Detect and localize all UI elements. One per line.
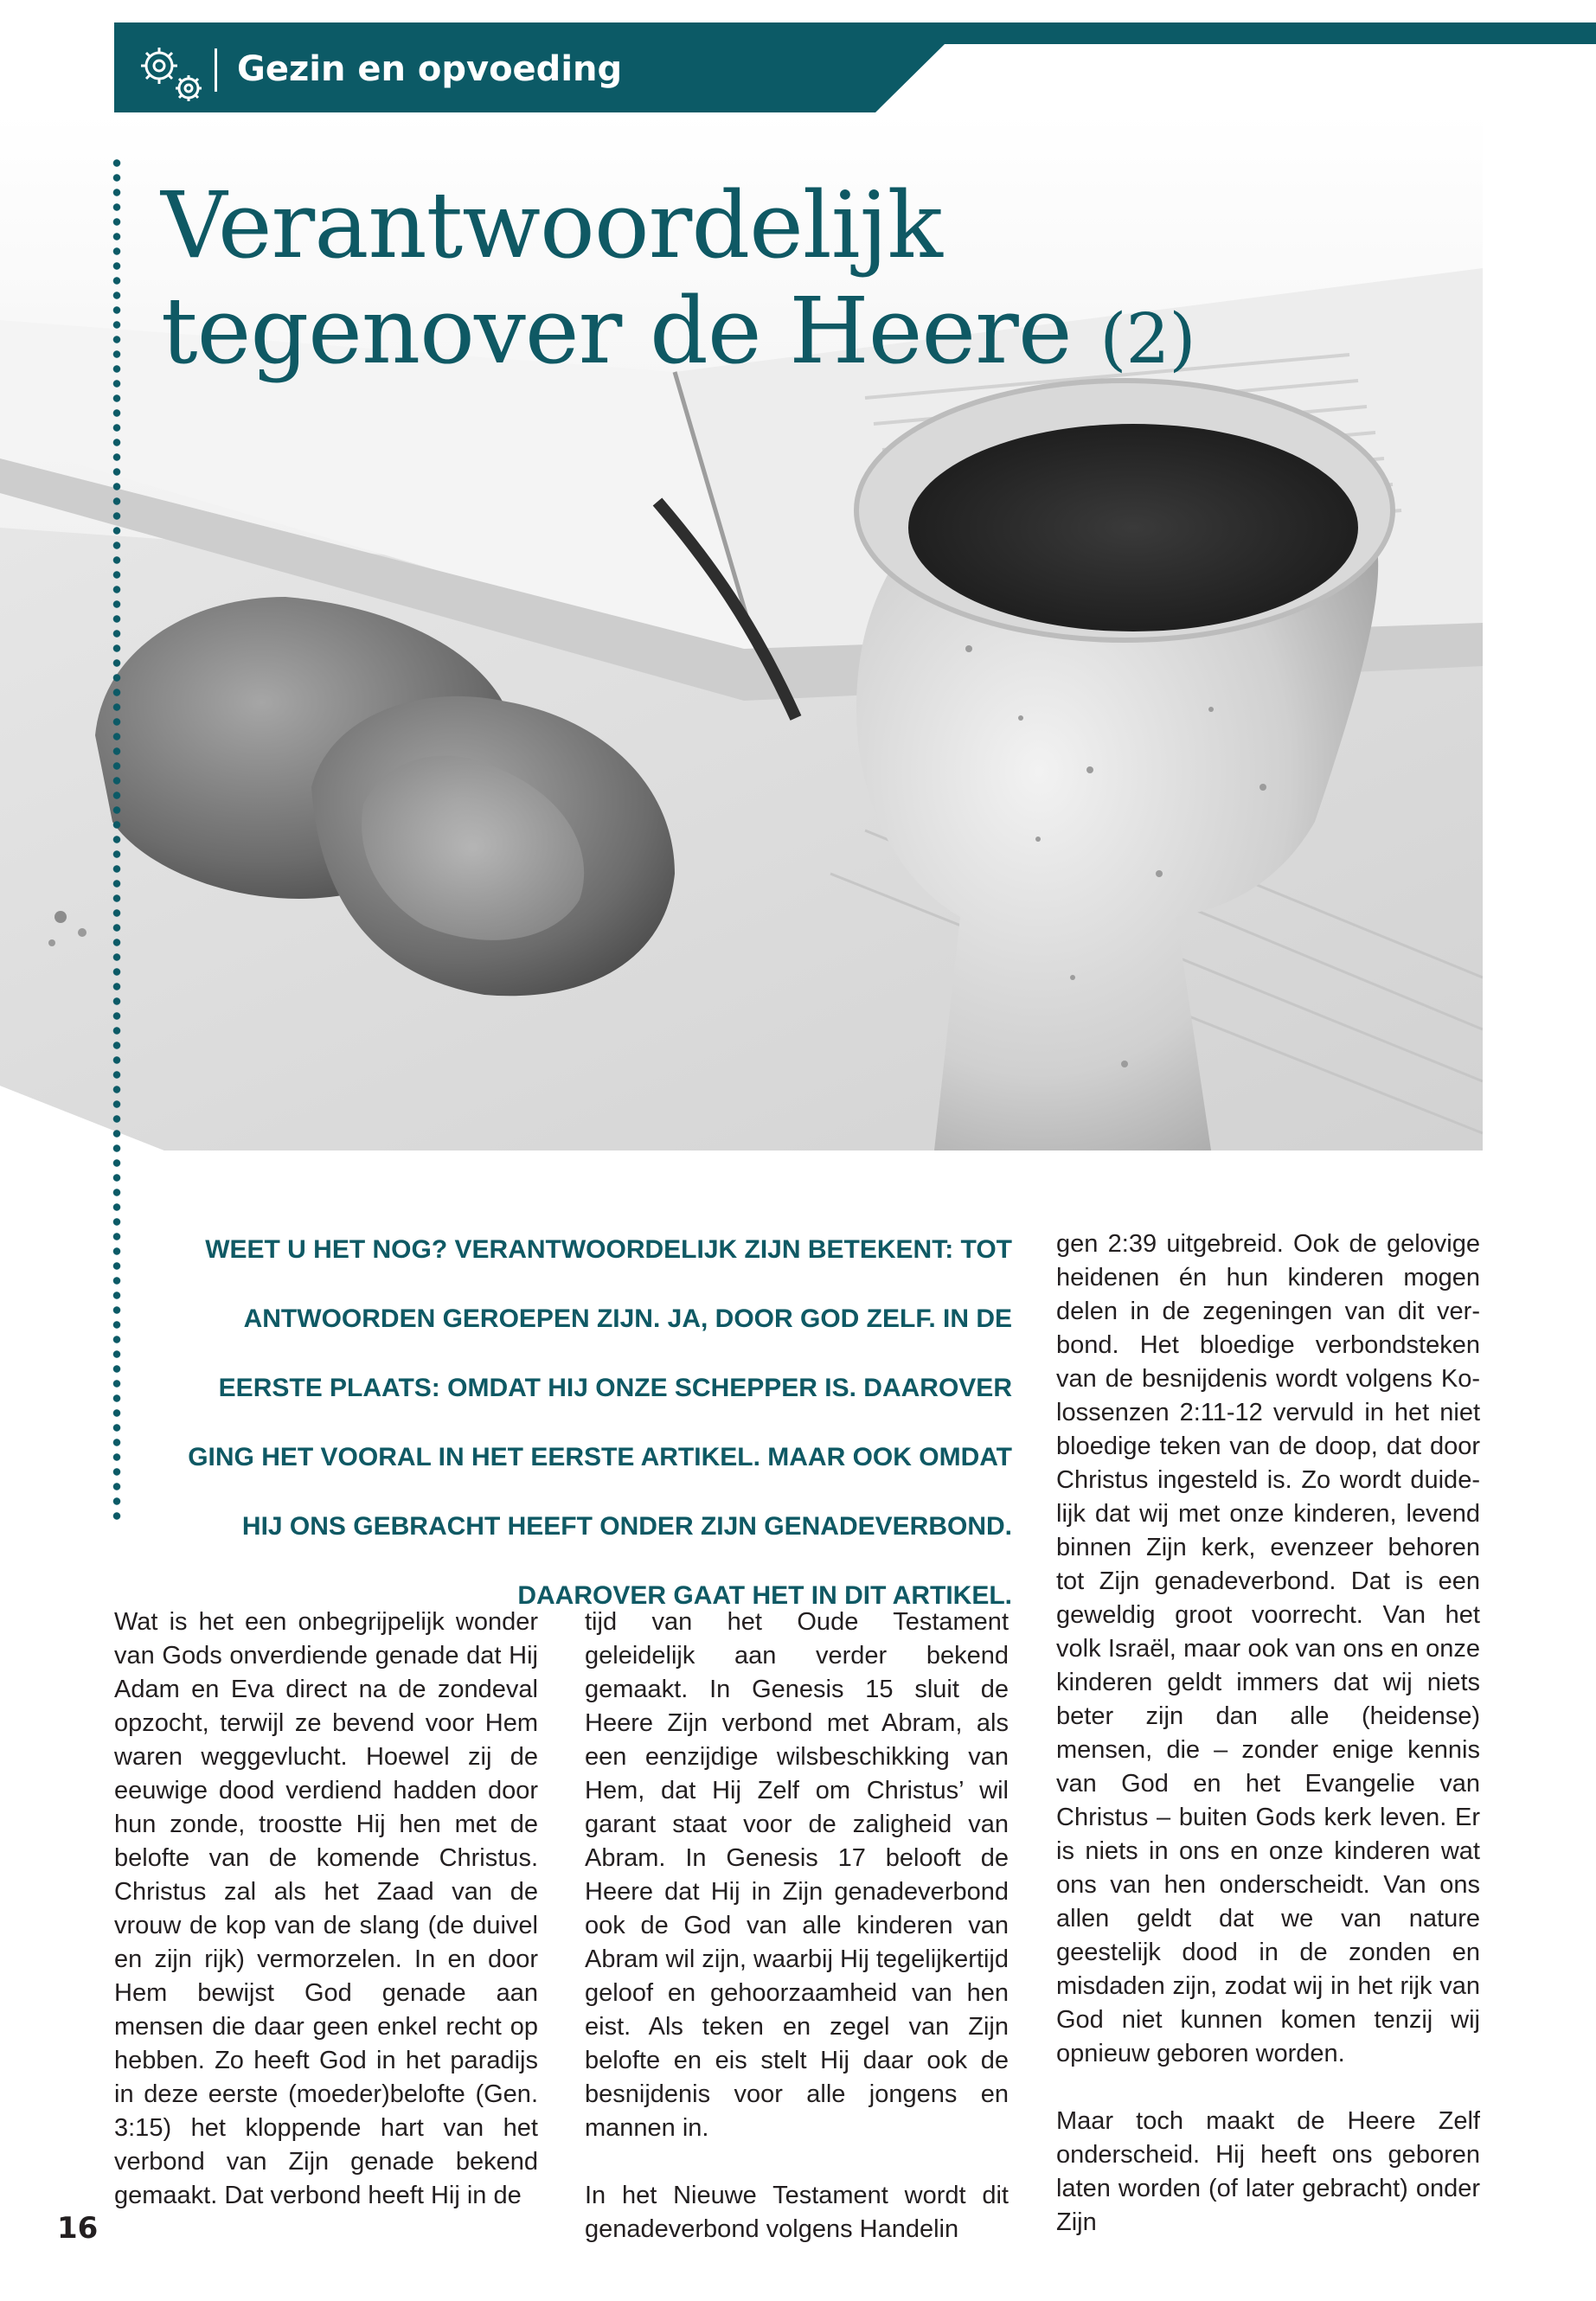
article-title-main: Verantwoordelijk tegenover de Heere [161, 172, 1072, 384]
header-separator [215, 48, 217, 92]
paragraph: Maar toch maakt de Heere Zelf onderscheid. Hij heeft ons geboren laten worden (of later gebracht) onder Zijn [1056, 2107, 1480, 2236]
article-column-2 [585, 1606, 1009, 2247]
header-rule [1471, 22, 1596, 44]
paragraph: Wat is het een onbegrijpelijk wonder van Gods onverdiende genade dat Hij Adam en Eva direct na de zondeval opzocht, terwijl ze bevend voor Hem waren weggevlucht. Hoewel zij de eeuwige dood verdiend hadden door hun zonde, troostte Hij hen met de belofte van de komende Christus. Christus zal als het Zaad van de vrouw de kop van de slang (de duivel en zijn rijk) vermorzelen. In en door Hem bewijst God genade aan mensen die daar geen enkel recht op hebben. Zo heeft God in het paradijs in deze eerste (moeder)belofte (Gen. 3:15) het kloppende hart van het verbond van Zijn genade bekend gemaakt. Dat verbond heeft Hij in de [114, 1608, 538, 2209]
article-title-part: (2) [1099, 298, 1195, 379]
article-column-3 [1056, 1227, 1480, 2240]
dotted-rule [112, 156, 121, 1522]
paragraph: In het Nieuwe Testament wordt dit genadeverbond volgens Handelin [585, 2182, 1009, 2243]
gears-icon [130, 40, 216, 109]
article-column-1 [114, 1606, 538, 2213]
section-label: Gezin en opvoeding [237, 49, 623, 89]
paragraph: tijd van het Oude Testament geleidelijk aan verder bekend gemaakt. In Genesis 15 sluit de Heere Zijn verbond met Abram, als een eenzijdige wilsbeschikking van Hem, dat Hij Zelf om Christus’ wil garant staat voor de zaligheid van Abram. In Genesis 17 belooft de Heere dat Hij in Zijn genadeverbond ook de God van alle kinderen van Abram wil zijn, waarbij Hij tegelijkertijd geloof en gehoorzaamheid van hen eist. Als teken en zegel van Zijn belofte en eis stelt Hij daar ook de besnijdenis voor alle jongens en mannen in. [585, 1608, 1009, 2142]
paragraph: gen 2:39 uitgebreid. Ook de gelovige heidenen én hun kinderen mogen delen in de zegeningen van dit verbond. Het bloedige verbondsteken van de besnijdenis wordt volgens Kolossenzen 2:11-12 vervuld in het niet bloedige teken van de doop, dat door Christus ingesteld is. Zo wordt duidelijk dat wij met onze kinderen, levend binnen Zijn kerk, evenzeer behoren tot Zijn genadeverbond. Dat is een geweldig groot voorrecht. Van het volk Israël, maar ook van ons en onze kinderen geldt immers dat wij niets beter zijn dan alle (heidense) mensen, die – zonder enige kennis van God en het Evangelie van Christus – buiten Gods kerk leven. Er is niets in ons en onze kinderen wat ons van hen onderscheidt. Van ons allen geldt dat we van nature geestelijk dood in de zonden en misdaden zijn, zodat wij in het rijk van God niet kunnen komen tenzij wij opnieuw geboren worden. [1056, 1230, 1480, 2067]
article-title [161, 173, 1372, 392]
page-number: 16 [57, 2211, 99, 2246]
article-intro: WEET U HET NOG? VERANTWOORDELIJK ZIJN BETEKENT: TOT ANTWOORDEN GEROEPEN ZIJN. JA, DOOR GOD ZELF. IN DE EERSTE PLAATS: OMDAT HIJ ONZE SCHEPPER IS. DAAROVER GING HET VOORAL IN HET EERSTE ARTIKEL. MAAR OOK OMDAT HIJ ONS GEBRACHT HEEFT ONDER ZIJN GENADEVERBOND. DAAROVER GAAT HET IN DIT ARTIKEL. [188, 1235, 1012, 1610]
